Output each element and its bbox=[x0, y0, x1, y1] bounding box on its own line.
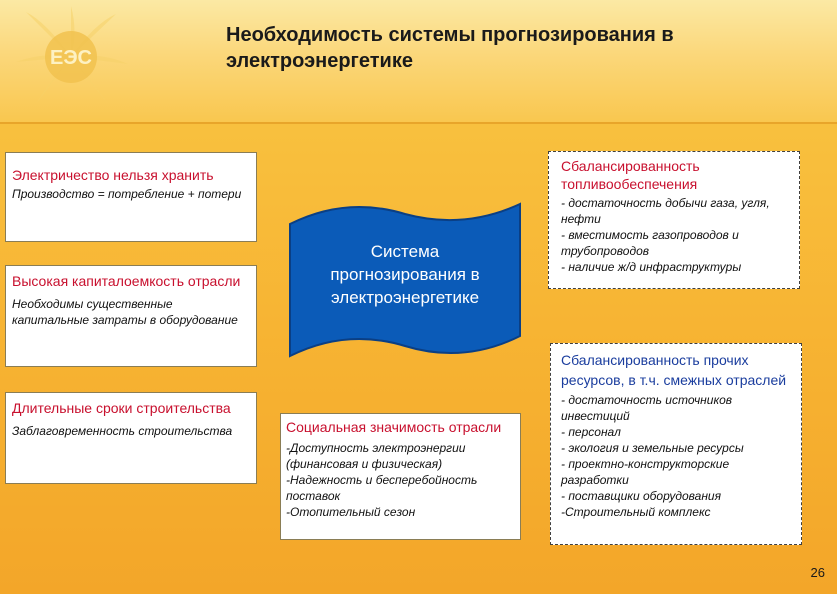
construction-sub: Заблаговременность строительства bbox=[12, 424, 233, 438]
banner-text bbox=[286, 240, 524, 309]
fuel-item: - наличие ж/д инфраструктуры bbox=[561, 260, 742, 274]
social-significance-box bbox=[280, 413, 521, 540]
construction-heading: Длительные сроки строительства bbox=[12, 400, 231, 416]
header-band bbox=[0, 0, 837, 124]
title-line-2: электроэнергетике bbox=[226, 50, 413, 72]
company-logo bbox=[6, 2, 136, 112]
fuel-heading: Сбалансированность топливообеспечения bbox=[561, 158, 700, 192]
resources-item: - экология и земельные ресурсы bbox=[561, 441, 744, 455]
resources-item: - достаточность источников инвестиций bbox=[561, 393, 733, 423]
resources-heading: Сбалансированность прочих ресурсов, в т.ч. смежных отраслей bbox=[561, 352, 787, 388]
storage-sub: Производство = потребление + потери bbox=[12, 187, 242, 201]
social-item: -Отопительный сезон bbox=[286, 505, 416, 519]
storage-box bbox=[5, 152, 257, 242]
resources-item: - персонал bbox=[561, 425, 621, 439]
banner-line-3: электроэнергетике bbox=[330, 288, 480, 307]
logo-text: ЕЭС bbox=[49, 47, 93, 69]
capital-intensity-box bbox=[5, 265, 257, 367]
social-heading: Социальная значимость отрасли bbox=[286, 419, 502, 435]
construction-time-box bbox=[5, 392, 257, 484]
title-line-1: Необходимость системы прогнозирования в bbox=[226, 24, 674, 46]
page-number: 26 bbox=[810, 565, 825, 580]
banner-line-1: Система bbox=[370, 242, 440, 261]
social-item: -Доступность электроэнергии (финансовая и физическая) bbox=[286, 441, 466, 471]
fuel-item: - достаточность добычи газа, угля, нефти bbox=[561, 196, 770, 226]
banner-line-2: прогнозирования в bbox=[330, 265, 480, 284]
storage-heading: Электричество нельзя хранить bbox=[12, 167, 214, 183]
capital-heading: Высокая капиталоемкость отрасли bbox=[12, 273, 241, 289]
resources-item: -Строительный комплекс bbox=[561, 505, 711, 519]
resources-item: - проектно-конструкторские разработки bbox=[561, 457, 730, 487]
social-item: -Надежность и бесперебойность поставок bbox=[286, 473, 478, 503]
page-title bbox=[226, 22, 816, 74]
fuel-item: - вместимость газопроводов и трубопроводов bbox=[561, 228, 739, 258]
resources-balance-box bbox=[550, 343, 802, 545]
capital-sub: Необходимы существенные капитальные затраты в оборудование bbox=[12, 297, 238, 327]
fuel-balance-box bbox=[548, 151, 800, 289]
resources-item: - поставщики оборудования bbox=[561, 489, 722, 503]
